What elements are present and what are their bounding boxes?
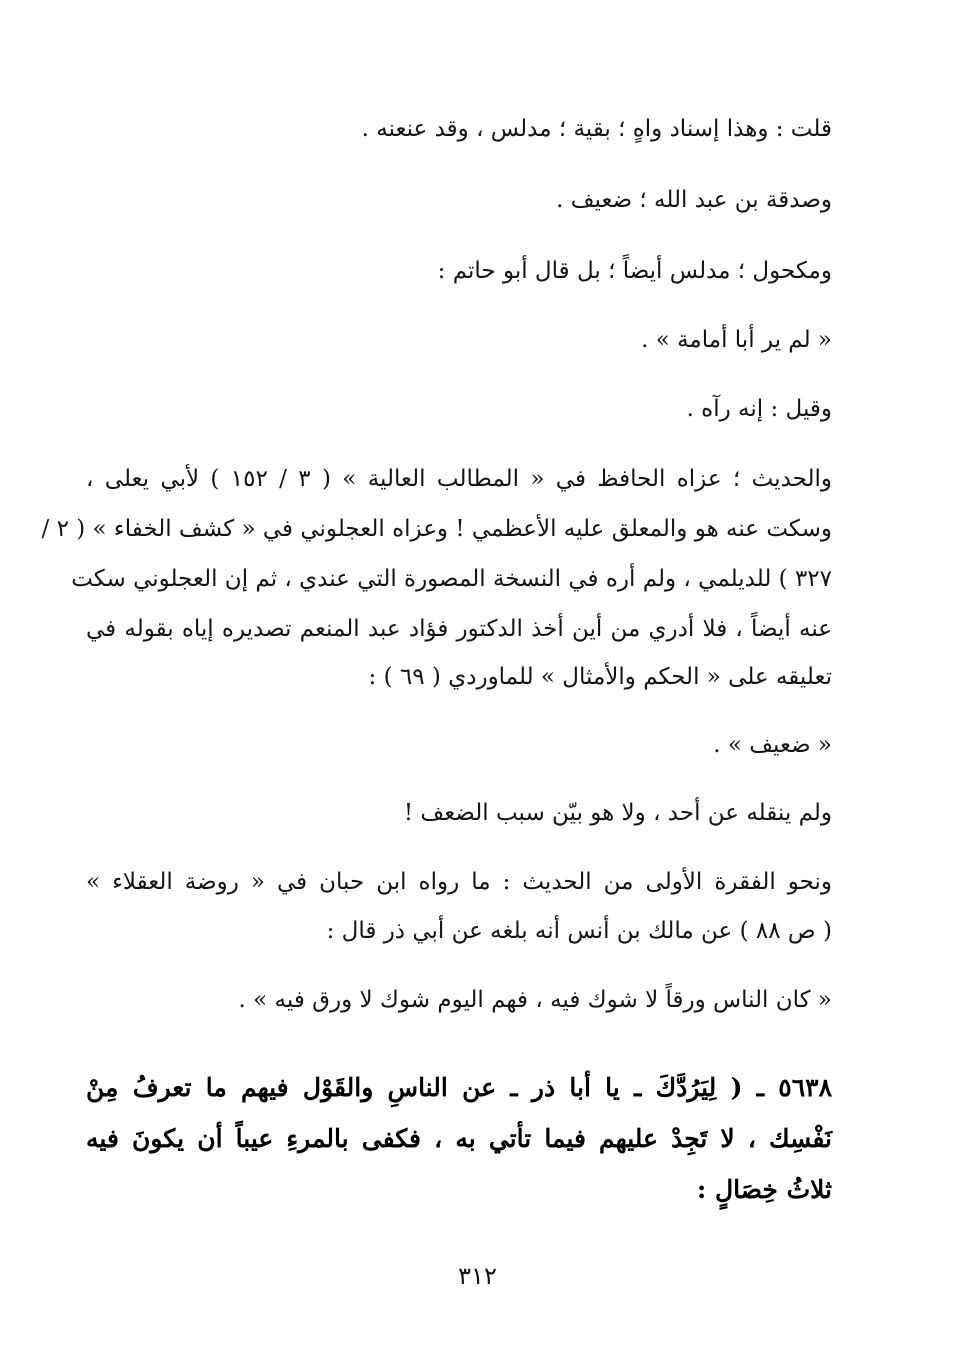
text-line-quote-people: « كان الناس ورقاً لا شوك فيه ، فهم اليوم شوك لا ورق فيه » . [238,987,832,1013]
text-line-quote-abu-umama: « لم ير أبا أمامة » . [641,327,832,353]
text-line-quote-weak: « ضعيف » . [713,732,832,758]
paragraph-line: ونحو الفقرة الأولى من الحديث : ما رواه ابن حبان في « روضة العقلاء » [86,869,832,895]
paragraph-line: تعليقه على « الحكم والأمثال » للماوردي ( ٦٩ ) : [368,664,832,690]
paragraph-line: ٣٢٧ ) للديلمي ، ولم أره في النسخة المصورة التي عندي ، ثم إن العجلوني سكت [71,566,832,592]
paragraph-line: ( ص ٨٨ ) عن مالك بن أنس أنه بلغه عن أبي ذر قال : [326,918,832,944]
text-line-makhul: ومكحول ؛ مدلس أيضاً ؛ بل قال أبو حاتم : [437,258,832,284]
text-line-not-transmitted: ولم ينقله عن أحد ، ولا هو بيّن سبب الضعف ! [403,800,832,826]
text-line-sadaqa: وصدقة بن عبد الله ؛ ضعيف . [556,187,832,213]
page-number: ٣١٢ [458,1262,497,1290]
paragraph-line: وسكت عنه هو والمعلق عليه الأعظمي ! وعزاه العجلوني في « كشف الخفاء » ( ٢ / [41,516,832,542]
paragraph-line: عنه أيضاً ، فلا أدري من أين أخذ الدكتور فؤاد عبد المنعم تصديره إياه بقوله في [86,616,832,642]
text-line-isnad-weak: قلت : وهذا إسناد واهٍ ؛ بقية ؛ مدلس ، وقد عنعنه . [361,116,832,142]
hadith-line: ثلاثُ خِصَالٍ : [697,1175,832,1204]
hadith-line: نَفْسِك ، لا تَجِدْ عليهم فيما تأتي به ، فكفى بالمرءِ عيباً أن يكونَ فيه [86,1124,832,1153]
hadith-line: ٥٦٣٨ ـ ( لِيَرُدَّكَ ـ يا أبا ذر ـ عن الناسِ والقَوْل فيهم ما تعرفُ مِنْ [86,1073,832,1102]
text-line-qil: وقيل : إنه رآه . [686,396,832,422]
paragraph-line: والحديث ؛ عزاه الحافظ في « المطالب العالية » ( ٣ / ١٥٢ ) لأبي يعلى ، [86,466,832,492]
